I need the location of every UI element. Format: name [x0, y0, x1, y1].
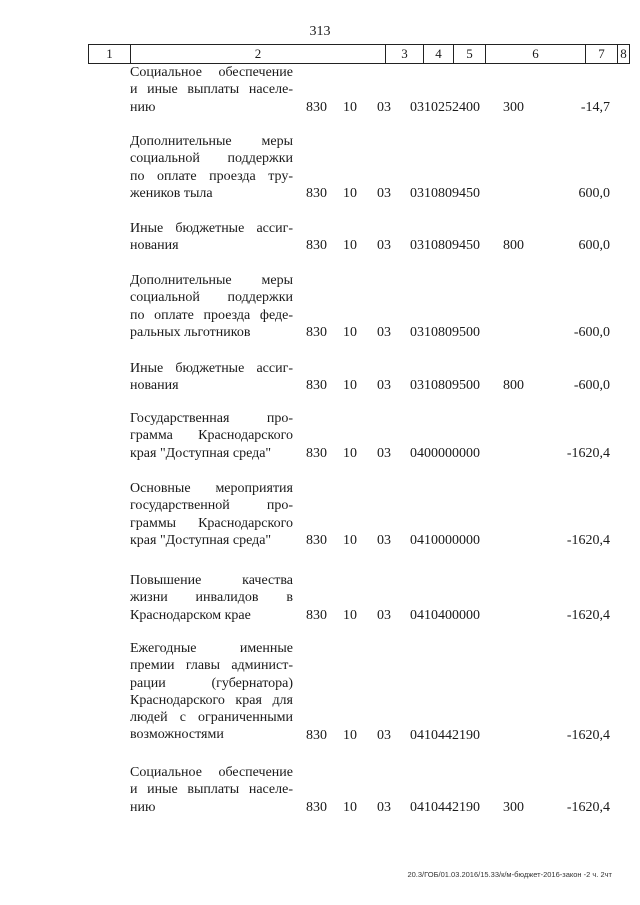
- cell-col-6: 0310809450: [410, 185, 480, 201]
- description-line: Краснодарском крае: [130, 607, 251, 623]
- cell-col-8: -1620,4: [566, 445, 610, 461]
- cell-col-5: 03: [377, 324, 391, 340]
- description-line: нования: [130, 238, 179, 254]
- cell-col-8: -1620,4: [566, 607, 610, 623]
- description-line: по оплате проезда тру-: [130, 168, 293, 184]
- row-description: [130, 133, 293, 202]
- table-row: [0, 480, 640, 549]
- description-line: жизни инвалидов в: [130, 590, 293, 606]
- cell-col-5: 03: [377, 445, 391, 461]
- cell-col-4: 10: [343, 532, 357, 548]
- cell-col-3: 830: [306, 185, 327, 201]
- description-line: края "Доступная среда": [130, 532, 272, 548]
- row-description: [130, 272, 293, 341]
- description-line: нию: [130, 99, 156, 115]
- description-line: социальной поддержки: [130, 151, 293, 167]
- cell-col-8: -1620,4: [566, 532, 610, 548]
- cell-col-4: 10: [343, 445, 357, 461]
- row-description: [130, 360, 293, 395]
- description-line: Государственная про-: [130, 411, 293, 426]
- cell-col-8: -1620,4: [566, 799, 610, 815]
- cell-col-7: 800: [503, 238, 524, 254]
- description-line: Повышение качества: [130, 573, 293, 588]
- cell-col-3: 830: [306, 799, 327, 815]
- column-header-3: 3: [385, 45, 423, 63]
- table-row: [0, 133, 640, 202]
- footer-reference: 20.3/ГОБ/01.03.2016/15.33/к/м-бюджет-2016-закон -2 ч. 2чт: [407, 870, 612, 879]
- table-row: [0, 272, 640, 341]
- cell-col-5: 03: [377, 532, 391, 548]
- description-line: государственной про-: [130, 498, 293, 514]
- description-line: нования: [130, 378, 179, 394]
- cell-col-6: 0410400000: [410, 607, 480, 623]
- description-line: Социальное обеспечение: [130, 765, 293, 780]
- page-number: 313: [309, 24, 331, 39]
- cell-col-8: 600,0: [578, 185, 610, 201]
- cell-col-8: -600,0: [573, 324, 610, 340]
- description-line: нию: [130, 799, 156, 815]
- column-header-4: 4: [423, 45, 453, 63]
- row-description: [130, 764, 293, 816]
- column-header-8: 8: [617, 45, 630, 63]
- column-header-2: 2: [130, 45, 385, 63]
- description-line: Дополнительные меры: [130, 134, 293, 149]
- cell-col-3: 830: [306, 445, 327, 461]
- table-header: [88, 44, 630, 64]
- table-row: [0, 640, 640, 744]
- cell-col-5: 03: [377, 99, 391, 115]
- cell-col-4: 10: [343, 324, 357, 340]
- cell-col-7: 300: [503, 799, 524, 815]
- cell-col-3: 830: [306, 378, 327, 394]
- column-header-7: 7: [585, 45, 617, 63]
- column-header-5: 5: [453, 45, 485, 63]
- cell-col-6: 0410000000: [410, 532, 480, 548]
- description-line: Основные мероприятия: [130, 481, 293, 496]
- description-line: Дополнительные меры: [130, 273, 293, 288]
- cell-col-3: 830: [306, 99, 327, 115]
- description-line: Краснодарского края для: [130, 692, 293, 708]
- cell-col-8: -600,0: [573, 378, 610, 394]
- table-row: [0, 220, 640, 255]
- description-line: социальной поддержки: [130, 290, 293, 306]
- cell-col-6: 0410442190: [410, 799, 480, 815]
- description-line: Социальное обеспечение: [130, 65, 293, 80]
- cell-col-8: -1620,4: [566, 727, 610, 743]
- row-description: [130, 572, 293, 624]
- cell-col-4: 10: [343, 727, 357, 743]
- cell-col-3: 830: [306, 532, 327, 548]
- description-line: грамма Краснодарского: [130, 428, 293, 444]
- cell-col-6: 0310252400: [410, 99, 480, 115]
- cell-col-4: 10: [343, 799, 357, 815]
- cell-col-3: 830: [306, 324, 327, 340]
- cell-col-5: 03: [377, 238, 391, 254]
- description-line: по оплате проезда феде-: [130, 307, 293, 323]
- table-row: [0, 764, 640, 816]
- description-line: рации (губернатора): [130, 675, 293, 691]
- description-line: возможностями: [130, 727, 224, 743]
- row-description: [130, 480, 293, 549]
- cell-col-4: 10: [343, 378, 357, 394]
- cell-col-8: -14,7: [580, 99, 610, 115]
- cell-col-5: 03: [377, 799, 391, 815]
- row-description: [130, 64, 293, 116]
- description-line: премии главы админист-: [130, 658, 293, 674]
- cell-col-7: 300: [503, 99, 524, 115]
- description-line: края "Доступная среда": [130, 445, 272, 461]
- cell-col-6: 0310809450: [410, 238, 480, 254]
- cell-col-5: 03: [377, 185, 391, 201]
- cell-col-6: 0310809500: [410, 378, 480, 394]
- description-line: Иные бюджетные ассиг-: [130, 221, 293, 236]
- cell-col-6: 0400000000: [410, 445, 480, 461]
- cell-col-8: 600,0: [578, 238, 610, 254]
- table-row: [0, 64, 640, 116]
- table-row: [0, 572, 640, 624]
- table-row: [0, 410, 640, 462]
- cell-col-4: 10: [343, 99, 357, 115]
- cell-col-4: 10: [343, 185, 357, 201]
- description-line: Ежегодные именные: [130, 641, 293, 656]
- column-header-6: 6: [485, 45, 585, 63]
- table-row: [0, 360, 640, 395]
- description-line: и иные выплаты населе-: [130, 82, 293, 98]
- row-description: [130, 220, 293, 255]
- cell-col-6: 0310809500: [410, 324, 480, 340]
- cell-col-4: 10: [343, 238, 357, 254]
- description-line: и иные выплаты населе-: [130, 782, 293, 798]
- cell-col-7: 800: [503, 378, 524, 394]
- description-line: Иные бюджетные ассиг-: [130, 361, 293, 376]
- cell-col-5: 03: [377, 727, 391, 743]
- cell-col-6: 0410442190: [410, 727, 480, 743]
- row-description: [130, 410, 293, 462]
- cell-col-5: 03: [377, 607, 391, 623]
- column-header-1: 1: [88, 45, 130, 63]
- cell-col-3: 830: [306, 607, 327, 623]
- description-line: ральных льготников: [130, 324, 251, 340]
- cell-col-3: 830: [306, 727, 327, 743]
- description-line: жеников тыла: [130, 185, 213, 201]
- cell-col-5: 03: [377, 378, 391, 394]
- description-line: граммы Краснодарского: [130, 515, 293, 531]
- description-line: людей с ограниченными: [130, 710, 293, 726]
- cell-col-4: 10: [343, 607, 357, 623]
- row-description: [130, 640, 293, 744]
- cell-col-3: 830: [306, 238, 327, 254]
